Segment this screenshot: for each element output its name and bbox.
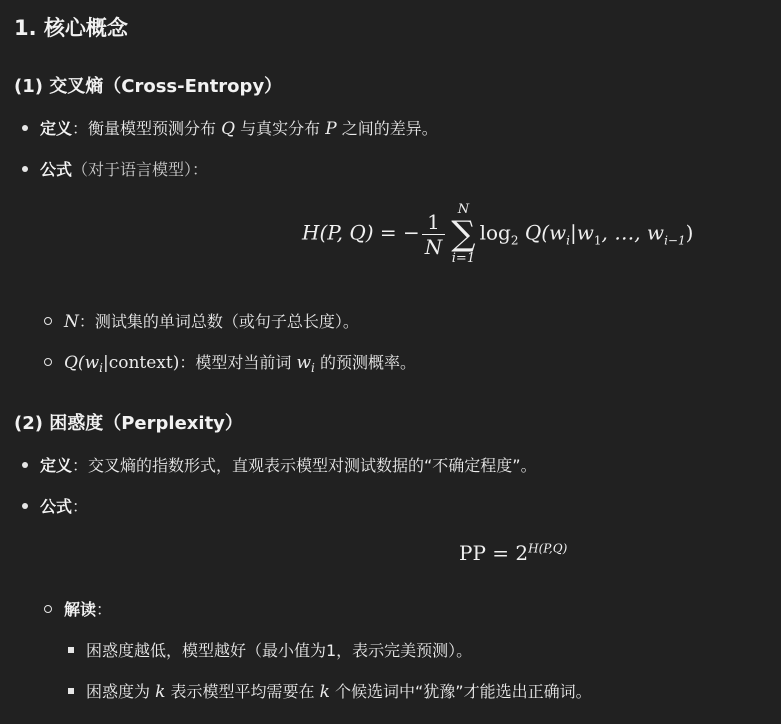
ce-def-label: 定义 — [40, 119, 73, 138]
pp-formula-colon: ： — [72, 497, 89, 516]
rhs-4: ) — [685, 220, 694, 245]
square-bullet-icon — [68, 647, 74, 653]
ce-def-text: ：衡量模型预测分布 — [72, 119, 222, 138]
bullet-icon — [22, 125, 28, 131]
sum-top: N — [457, 202, 470, 217]
rhs-im1: i−1 — [664, 233, 686, 248]
sum-symbol: N ∑ i=1 — [451, 202, 476, 266]
var-k: k — [155, 682, 166, 702]
rhs-1: Q(w — [524, 220, 567, 245]
interp-text-2c: 个候选词中“犹豫”才能选出正确词。 — [329, 682, 592, 701]
q-w-sub: i — [311, 361, 315, 376]
ce-definition-item — [22, 118, 438, 140]
var-q: Q — [221, 119, 236, 139]
pp-formula-item — [22, 496, 88, 518]
q-text-2: 的预测概率。 — [314, 353, 416, 372]
rhs-3: , …, w — [601, 220, 665, 245]
ce-def-text-3: 之间的差异。 — [336, 119, 438, 138]
bullet-icon — [22, 503, 28, 509]
interp-item-2 — [68, 681, 592, 703]
q-var-1: Q(w — [64, 353, 100, 373]
interp-text-2b: 表示模型平均需要在 — [165, 682, 320, 701]
circle-bullet-icon — [44, 317, 52, 325]
frac-den: N — [424, 234, 443, 259]
var-p: P — [325, 119, 337, 139]
section-title: 1. 核心概念 — [14, 16, 128, 40]
formula-lhs: H(P, Q) = − — [302, 220, 420, 245]
ce-formula-item — [22, 159, 208, 181]
frac-num: 1 — [422, 210, 446, 235]
cross-entropy-heading: (1) 交叉熵（Cross-Entropy） — [14, 76, 283, 97]
interp-colon: ： — [96, 600, 113, 619]
sum-bottom: i=1 — [451, 251, 476, 266]
rhs-2: |w — [570, 220, 594, 245]
square-bullet-icon — [68, 688, 74, 694]
cross-entropy-formula — [302, 202, 693, 266]
rhs-i: i — [566, 233, 570, 248]
ce-def-text-2: 与真实分布 — [235, 119, 326, 138]
interp-item-1 — [68, 640, 472, 662]
interp-label: 解读 — [64, 600, 97, 619]
pp-lhs: PP = 2 — [459, 541, 529, 565]
var-n: N — [64, 312, 79, 332]
interp-text-2a: 困惑度为 — [86, 682, 156, 701]
perplexity-heading: (2) 困惑度（Perplexity） — [14, 413, 243, 434]
interpretation-item — [44, 599, 112, 621]
pp-def-text: ：交叉熵的指数形式，直观表示模型对测试数据的“不确定程度”。 — [72, 456, 537, 475]
var-k-2: k — [319, 682, 330, 702]
bullet-icon — [22, 166, 28, 172]
ce-formula-label: 公式 — [40, 160, 73, 179]
perplexity-formula — [459, 541, 567, 565]
q-description-item — [44, 352, 416, 379]
n-description-item — [44, 311, 359, 333]
rhs-one: 1 — [593, 233, 602, 248]
circle-bullet-icon — [44, 605, 52, 613]
circle-bullet-icon — [44, 358, 52, 366]
q-text-1: ：模型对当前词 — [179, 353, 297, 372]
pp-def-label: 定义 — [40, 456, 73, 475]
log: log — [479, 220, 511, 245]
pp-formula-label: 公式 — [40, 497, 73, 516]
q-w: w — [296, 353, 312, 373]
pp-exponent: H(P,Q) — [528, 541, 568, 556]
bullet-icon — [22, 462, 28, 468]
q-sub: i — [99, 361, 103, 376]
interp-text-1: 困惑度越低，模型越好（最小值为1，表示完美预测）。 — [86, 641, 473, 660]
formula-fraction — [422, 210, 446, 259]
n-text: ：测试集的单词总数（或句子总长度）。 — [78, 312, 359, 331]
log-base: 2 — [510, 233, 519, 248]
pp-definition-item — [22, 455, 537, 477]
q-var-2: |context) — [102, 353, 180, 373]
ce-formula-note: （对于语言模型）： — [72, 160, 209, 179]
